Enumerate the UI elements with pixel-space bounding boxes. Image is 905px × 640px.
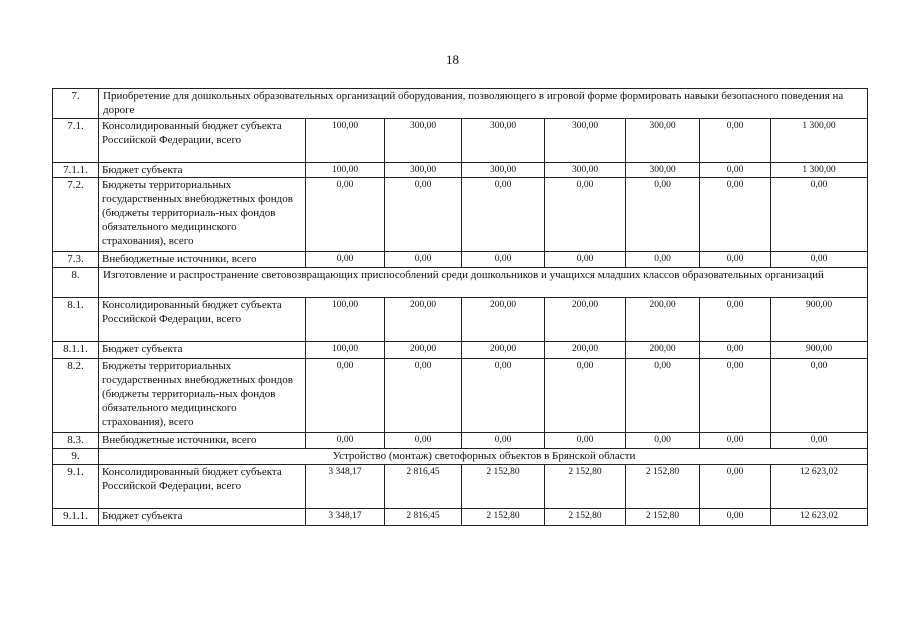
row-number: 8.3.	[53, 433, 99, 449]
row-name: Консолидированный бюджет субъекта Российской Федерации, всего	[99, 298, 306, 342]
budget-table	[52, 88, 868, 526]
value-cell: 3 348,17	[306, 509, 385, 526]
value-cell: 0,00	[462, 178, 545, 252]
row-name: Консолидированный бюджет субъекта Российской Федерации, всего	[99, 465, 306, 509]
value-cell: 100,00	[306, 119, 385, 163]
value-cell: 0,00	[626, 178, 700, 252]
value-cell: 300,00	[462, 119, 545, 163]
value-cell: 0,00	[626, 252, 700, 268]
value-cell: 0,00	[385, 252, 462, 268]
row-number: 8.2.	[53, 359, 99, 433]
value-cell: 0,00	[700, 163, 771, 178]
table-row	[53, 359, 868, 433]
value-cell: 0,00	[700, 509, 771, 526]
value-cell: 0,00	[545, 359, 626, 433]
table-row	[53, 163, 868, 178]
table-row	[53, 509, 868, 526]
value-cell: 0,00	[306, 359, 385, 433]
row-name: Бюджет субъекта	[99, 509, 306, 526]
value-cell: 2 152,80	[462, 509, 545, 526]
value-cell: 12 623,02	[771, 509, 868, 526]
table-row	[53, 298, 868, 342]
section-title: Устройство (монтаж) светофорных объектов в Брянской области	[99, 449, 868, 465]
section-row	[53, 268, 868, 298]
value-cell: 0,00	[771, 433, 868, 449]
table-row	[53, 252, 868, 268]
row-number: 9.	[53, 449, 99, 465]
row-name: Внебюджетные источники, всего	[99, 433, 306, 449]
row-number: 9.1.1.	[53, 509, 99, 526]
value-cell: 100,00	[306, 298, 385, 342]
row-number: 7.1.	[53, 119, 99, 163]
value-cell: 0,00	[700, 119, 771, 163]
value-cell: 300,00	[626, 119, 700, 163]
value-cell: 0,00	[545, 178, 626, 252]
value-cell: 200,00	[626, 298, 700, 342]
value-cell: 0,00	[700, 465, 771, 509]
value-cell: 200,00	[462, 342, 545, 359]
row-number: 7.3.	[53, 252, 99, 268]
row-number: 8.	[53, 268, 99, 298]
row-name: Бюджет субъекта	[99, 342, 306, 359]
value-cell: 0,00	[385, 359, 462, 433]
row-name: Бюджеты территориальных государственных внебюджетных фондов (бюджеты территориаль-ных фондов обязательного медицинского страхования), всего	[99, 178, 306, 252]
row-name: Внебюджетные источники, всего	[99, 252, 306, 268]
row-number: 7.1.1.	[53, 163, 99, 178]
row-number: 9.1.	[53, 465, 99, 509]
value-cell: 100,00	[306, 342, 385, 359]
value-cell: 2 816,45	[385, 465, 462, 509]
value-cell: 0,00	[462, 359, 545, 433]
value-cell: 300,00	[385, 119, 462, 163]
row-name: Бюджет субъекта	[99, 163, 306, 178]
value-cell: 0,00	[700, 342, 771, 359]
value-cell: 200,00	[626, 342, 700, 359]
table-row	[53, 433, 868, 449]
table-row	[53, 342, 868, 359]
section-row	[53, 89, 868, 119]
value-cell: 0,00	[306, 252, 385, 268]
value-cell: 2 152,80	[462, 465, 545, 509]
value-cell: 200,00	[545, 298, 626, 342]
value-cell: 0,00	[771, 359, 868, 433]
row-number: 8.1.	[53, 298, 99, 342]
value-cell: 300,00	[626, 163, 700, 178]
value-cell: 200,00	[545, 342, 626, 359]
value-cell: 300,00	[545, 119, 626, 163]
value-cell: 1 300,00	[771, 163, 868, 178]
value-cell: 0,00	[545, 433, 626, 449]
section-title: Приобретение для дошкольных образовательных организаций оборудования, позволяющего в игровой форме формировать навыки безопасного поведения на дороге	[99, 89, 868, 119]
row-number: 7.2.	[53, 178, 99, 252]
section-title: Изготовление и распространение световозвращающих приспособлений среди дошкольников и учащихся младших классов образовательных организаций	[99, 268, 868, 298]
value-cell: 2 152,80	[545, 465, 626, 509]
value-cell: 200,00	[462, 298, 545, 342]
value-cell: 12 623,02	[771, 465, 868, 509]
value-cell: 0,00	[700, 178, 771, 252]
row-number: 7.	[53, 89, 99, 119]
value-cell: 1 300,00	[771, 119, 868, 163]
table-row	[53, 178, 868, 252]
value-cell: 0,00	[545, 252, 626, 268]
value-cell: 900,00	[771, 342, 868, 359]
section-row	[53, 449, 868, 465]
value-cell: 0,00	[306, 178, 385, 252]
value-cell: 0,00	[385, 178, 462, 252]
value-cell: 100,00	[306, 163, 385, 178]
value-cell: 300,00	[385, 163, 462, 178]
value-cell: 2 152,80	[626, 465, 700, 509]
value-cell: 2 152,80	[545, 509, 626, 526]
value-cell: 0,00	[462, 252, 545, 268]
table-row	[53, 119, 868, 163]
value-cell: 3 348,17	[306, 465, 385, 509]
value-cell: 0,00	[462, 433, 545, 449]
value-cell: 0,00	[700, 252, 771, 268]
value-cell: 0,00	[385, 433, 462, 449]
value-cell: 300,00	[545, 163, 626, 178]
value-cell: 300,00	[462, 163, 545, 178]
value-cell: 0,00	[700, 298, 771, 342]
page-number: 18	[446, 52, 459, 67]
table-row	[53, 465, 868, 509]
value-cell: 200,00	[385, 298, 462, 342]
value-cell: 0,00	[626, 359, 700, 433]
row-name: Бюджеты территориальных государственных внебюджетных фондов (бюджеты территориаль-ных фондов обязательного медицинского страхования), всего	[99, 359, 306, 433]
value-cell: 900,00	[771, 298, 868, 342]
value-cell: 200,00	[385, 342, 462, 359]
value-cell: 0,00	[700, 359, 771, 433]
value-cell: 0,00	[771, 252, 868, 268]
row-name: Консолидированный бюджет субъекта Российской Федерации, всего	[99, 119, 306, 163]
row-number: 8.1.1.	[53, 342, 99, 359]
value-cell: 2 152,80	[626, 509, 700, 526]
value-cell: 0,00	[771, 178, 868, 252]
value-cell: 0,00	[626, 433, 700, 449]
value-cell: 0,00	[306, 433, 385, 449]
value-cell: 0,00	[700, 433, 771, 449]
value-cell: 2 816,45	[385, 509, 462, 526]
